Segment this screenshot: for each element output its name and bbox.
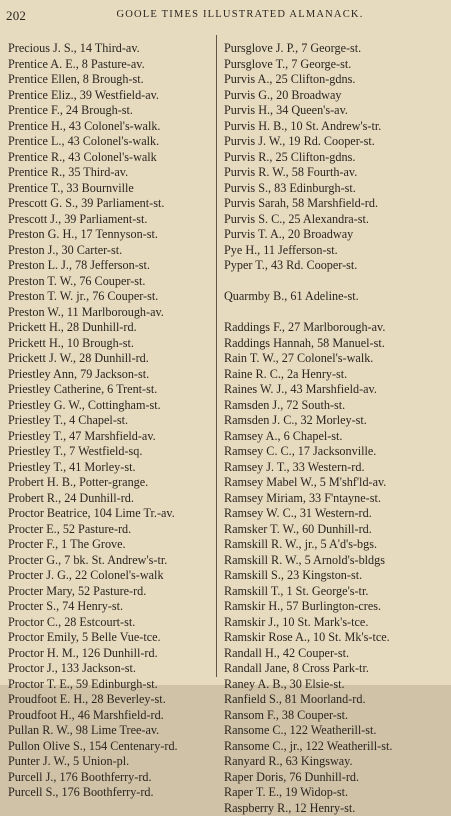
directory-entry: Precious J. S., 14 Third-av.	[8, 41, 214, 57]
directory-entry: Raspberry R., 12 Henry-st.	[224, 801, 446, 816]
directory-entry: Punter J. W., 5 Union-pl.	[8, 754, 214, 770]
directory-entry: Ramskill T., 1 St. George's-tr.	[224, 584, 446, 600]
directory-entry: Ransome C., jr., 122 Weatherill-st.	[224, 739, 446, 755]
page-header	[0, 0, 451, 30]
directory-entry: Priestley T., 7 Westfield-sq.	[8, 444, 214, 460]
directory-entry: Prentice Ellen, 8 Brough-st.	[8, 72, 214, 88]
directory-entry: Ramskir J., 10 St. Mark's-tce.	[224, 615, 446, 631]
directory-entry: Raddings Hannah, 58 Manuel-st.	[224, 336, 446, 352]
directory-entry: Prentice L., 43 Colonel's-walk.	[8, 134, 214, 150]
directory-entry: Raper T. E., 19 Widop-st.	[224, 785, 446, 801]
directory-entry: Preston G. H., 17 Tennyson-st.	[8, 227, 214, 243]
directory-entry: Proctor Beatrice, 104 Lime Tr.-av.	[8, 506, 214, 522]
directory-entry: Raper Doris, 76 Dunhill-rd.	[224, 770, 446, 786]
directory-entry: Prescott J., 39 Parliament-st.	[8, 212, 214, 228]
directory-entry: Procter Mary, 52 Pasture-rd.	[8, 584, 214, 600]
directory-entry: Ramsey A., 6 Chapel-st.	[224, 429, 446, 445]
directory-entry: Probert R., 24 Dunhill-rd.	[8, 491, 214, 507]
directory-entry: Ramskill S., 23 Kingston-st.	[224, 568, 446, 584]
directory-entry: Proctor J., 133 Jackson-st.	[8, 661, 214, 677]
directory-entry: Proctor Emily, 5 Belle Vue-tce.	[8, 630, 214, 646]
directory-entry: Procter J. G., 22 Colonel's-walk	[8, 568, 214, 584]
section-gap	[224, 274, 446, 290]
directory-entry: Preston T. W., 76 Couper-st.	[8, 274, 214, 290]
directory-entry: Priestley Ann, 79 Jackson-st.	[8, 367, 214, 383]
directory-entry: Purvis A., 25 Clifton-gdns.	[224, 72, 446, 88]
directory-entry: Ramskill R. W., 5 Arnold's-bldgs	[224, 553, 446, 569]
directory-entry: Pullan R. W., 98 Lime Tree-av.	[8, 723, 214, 739]
directory-entry: Prickett J. W., 28 Dunhill-rd.	[8, 351, 214, 367]
directory-entry: Procter S., 74 Henry-st.	[8, 599, 214, 615]
directory-entry: Raddings F., 27 Marlborough-av.	[224, 320, 446, 336]
directory-entry: Prentice A. E., 8 Pasture-av.	[8, 57, 214, 73]
directory-entry: Ramskir H., 57 Burlington-cres.	[224, 599, 446, 615]
directory-entry: Purvis S. C., 25 Alexandra-st.	[224, 212, 446, 228]
directory-entry: Ramsey Mabel W., 5 M'shf'ld-av.	[224, 475, 446, 491]
directory-entry: Purvis T. A., 20 Broadway	[224, 227, 446, 243]
directory-entry: Priestley T., 41 Morley-st.	[8, 460, 214, 476]
directory-entry: Purvis Sarah, 58 Marshfield-rd.	[224, 196, 446, 212]
directory-entry: Purvis H., 34 Queen's-av.	[224, 103, 446, 119]
directory-entry: Prentice T., 33 Bournville	[8, 181, 214, 197]
directory-entry: Procter E., 52 Pasture-rd.	[8, 522, 214, 538]
directory-entry: Preston L. J., 78 Jefferson-st.	[8, 258, 214, 274]
directory-entry: Raney A. B., 30 Elsie-st.	[224, 677, 446, 693]
directory-entry: Proctor H. M., 126 Dunhill-rd.	[8, 646, 214, 662]
directory-entry: Randall H., 42 Couper-st.	[224, 646, 446, 662]
directory-entry: Ransome C., 122 Weatherill-st.	[224, 723, 446, 739]
directory-entry: Randall Jane, 8 Cross Park-tr.	[224, 661, 446, 677]
directory-entry: Pursglove T., 7 George-st.	[224, 57, 446, 73]
directory-entry: Rain T. W., 27 Colonel's-walk.	[224, 351, 446, 367]
directory-column-left	[8, 41, 214, 801]
directory-entry: Pursglove J. P., 7 George-st.	[224, 41, 446, 57]
directory-entry: Pye H., 11 Jefferson-st.	[224, 243, 446, 259]
directory-entry: Prentice Eliz., 39 Westfield-av.	[8, 88, 214, 104]
directory-entry: Proctor C., 28 Estcourt-st.	[8, 615, 214, 631]
directory-entry: Purvis G., 20 Broadway	[224, 88, 446, 104]
column-divider	[216, 35, 217, 677]
directory-entry: Ramsker T. W., 60 Dunhill-rd.	[224, 522, 446, 538]
section-gap	[224, 305, 446, 321]
directory-entry: Purcell S., 176 Boothferry-rd.	[8, 785, 214, 801]
directory-entry: Purvis H. B., 10 St. Andrew's-tr.	[224, 119, 446, 135]
directory-entry: Purvis R., 25 Clifton-gdns.	[224, 150, 446, 166]
page-number: 202	[6, 8, 26, 24]
directory-entry: Prentice R., 35 Third-av.	[8, 165, 214, 181]
directory-entry: Procter G., 7 bk. St. Andrew's-tr.	[8, 553, 214, 569]
running-title: GOOLE TIMES ILLUSTRATED ALMANACK.	[60, 9, 420, 20]
directory-entry: Purvis J. W., 19 Rd. Cooper-st.	[224, 134, 446, 150]
directory-entry: Prentice F., 24 Brough-st.	[8, 103, 214, 119]
directory-entry: Pyper T., 43 Rd. Cooper-st.	[224, 258, 446, 274]
directory-entry: Raines W. J., 43 Marshfield-av.	[224, 382, 446, 398]
directory-entry: Ranyard R., 63 Kingsway.	[224, 754, 446, 770]
directory-entry: Ramskill R. W., jr., 5 A'd's-bgs.	[224, 537, 446, 553]
directory-column-right	[224, 41, 446, 816]
directory-entry: Ramsden J. C., 32 Morley-st.	[224, 413, 446, 429]
directory-entry: Ransom F., 38 Couper-st.	[224, 708, 446, 724]
directory-entry: Purcell J., 176 Boothferry-rd.	[8, 770, 214, 786]
directory-entry: Prickett H., 28 Dunhill-rd.	[8, 320, 214, 336]
directory-entry: Ramsey Miriam, 33 F'ntayne-st.	[224, 491, 446, 507]
directory-entry: Ramsey C. C., 17 Jacksonville.	[224, 444, 446, 460]
directory-entry: Probert H. B., Potter-grange.	[8, 475, 214, 491]
directory-entry: Prescott G. S., 39 Parliament-st.	[8, 196, 214, 212]
directory-entry: Prentice H., 43 Colonel's-walk.	[8, 119, 214, 135]
directory-entry: Proctor T. E., 59 Edinburgh-st.	[8, 677, 214, 693]
directory-entry: Ramskir Rose A., 10 St. Mk's-tce.	[224, 630, 446, 646]
directory-entry: Preston T. W. jr., 76 Couper-st.	[8, 289, 214, 305]
directory-entry: Purvis S., 83 Edinburgh-st.	[224, 181, 446, 197]
directory-entry: Ramsey J. T., 33 Western-rd.	[224, 460, 446, 476]
directory-entry: Pullon Olive S., 154 Centenary-rd.	[8, 739, 214, 755]
directory-entry: Ramsey W. C., 31 Western-rd.	[224, 506, 446, 522]
directory-entry: Priestley Catherine, 6 Trent-st.	[8, 382, 214, 398]
directory-entry: Preston J., 30 Carter-st.	[8, 243, 214, 259]
directory-entry: Quarmby B., 61 Adeline-st.	[224, 289, 446, 305]
directory-entry: Procter F., 1 The Grove.	[8, 537, 214, 553]
directory-entry: Priestley G. W., Cottingham-st.	[8, 398, 214, 414]
directory-entry: Ramsden J., 72 South-st.	[224, 398, 446, 414]
directory-entry: Priestley T., 47 Marshfield-av.	[8, 429, 214, 445]
directory-entry: Purvis R. W., 58 Fourth-av.	[224, 165, 446, 181]
directory-entry: Proudfoot E. H., 28 Beverley-st.	[8, 692, 214, 708]
directory-entry: Preston W., 11 Marlborough-av.	[8, 305, 214, 321]
directory-entry: Prickett H., 10 Brough-st.	[8, 336, 214, 352]
directory-entry: Proudfoot H., 46 Marshfield-rd.	[8, 708, 214, 724]
directory-entry: Prentice R., 43 Colonel's-walk	[8, 150, 214, 166]
directory-entry: Raine R. C., 2a Henry-st.	[224, 367, 446, 383]
directory-entry: Ranfield S., 81 Moorland-rd.	[224, 692, 446, 708]
directory-entry: Priestley T., 4 Chapel-st.	[8, 413, 214, 429]
